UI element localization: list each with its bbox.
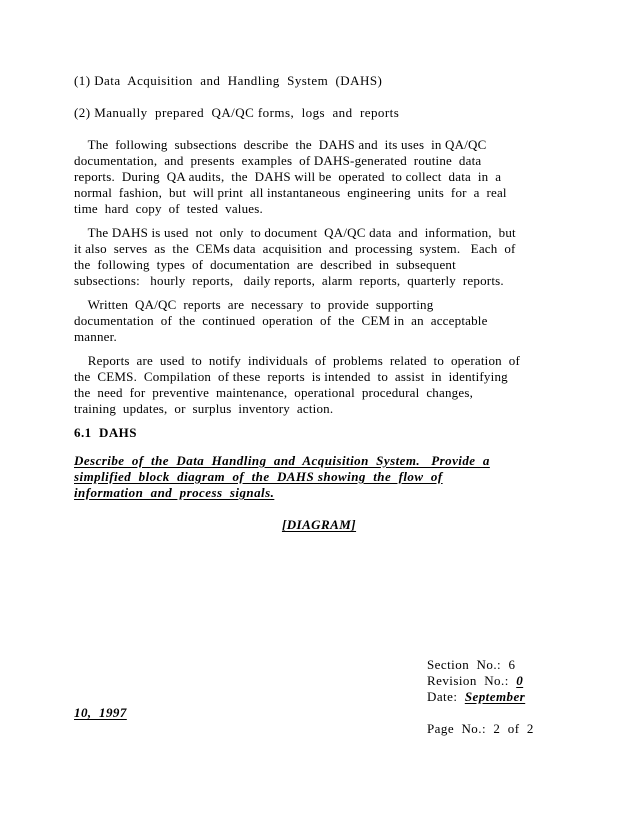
page-number: Page No.: 2 of 2 (427, 721, 534, 736)
paragraph-line: training updates, or surplus inventory action. (74, 401, 334, 416)
paragraph-line: The following subsections describe the DAHS and its uses in QA/QC (74, 137, 487, 152)
date-continued: 10, 1997 (74, 705, 127, 720)
instruction-line: Describe of the Data Handling and Acquisition System. Provide a (74, 453, 490, 468)
list-item-1: (1) Data Acquisition and Handling System (DAHS) (74, 73, 383, 88)
paragraph-line: normal fashion, but will print all instantaneous engineering units for a real (74, 185, 507, 200)
paragraph-line: the need for preventive maintenance, operational procedural changes, (74, 385, 474, 400)
list-item-2: (2) Manually prepared QA/QC forms, logs and reports (74, 105, 400, 120)
paragraph-line: the CEMS. Compilation of these reports is intended to assist in identifying (74, 369, 508, 384)
date-label: Date: (427, 689, 465, 704)
paragraph-line: reports. During QA audits, the DAHS will be operated to collect data in a (74, 169, 502, 184)
date (427, 689, 525, 704)
section-number-label: Section No.: (427, 657, 509, 672)
diagram-placeholder: [DIAGRAM] (281, 517, 357, 532)
instruction-line: information and process signals. (74, 485, 275, 500)
revision-number-value: 0 (516, 673, 524, 688)
instruction-line: simplified block diagram of the DAHS showing the flow of (74, 469, 443, 484)
paragraph-line: Written QA/QC reports are necessary to provide supporting (74, 297, 434, 312)
paragraph-line: documentation of the continued operation of the CEM in an acceptable (74, 313, 488, 328)
paragraph-line: manner. (74, 329, 117, 344)
section-number-value: 6 (508, 657, 516, 672)
paragraph-line: it also serves as the CEMs data acquisition and processing system. Each of (74, 241, 516, 256)
date-value: September (464, 689, 526, 704)
paragraph-line: the following types of documentation are described in subsequent (74, 257, 456, 272)
paragraph-line: Reports are used to notify individuals of problems related to operation of (74, 353, 520, 368)
paragraph-line: documentation, and presents examples of DAHS-generated routine data (74, 153, 482, 168)
paragraph-line: subsections: hourly reports, daily reports, alarm reports, quarterly reports. (74, 273, 504, 288)
revision-number (427, 673, 523, 688)
paragraph-line: The DAHS is used not only to document QA/QC data and information, but (74, 225, 516, 240)
section-number (427, 657, 515, 672)
section-heading: 6.1 DAHS (74, 425, 137, 440)
revision-number-label: Revision No.: (427, 673, 517, 688)
paragraph-line: time hard copy of tested values. (74, 201, 263, 216)
